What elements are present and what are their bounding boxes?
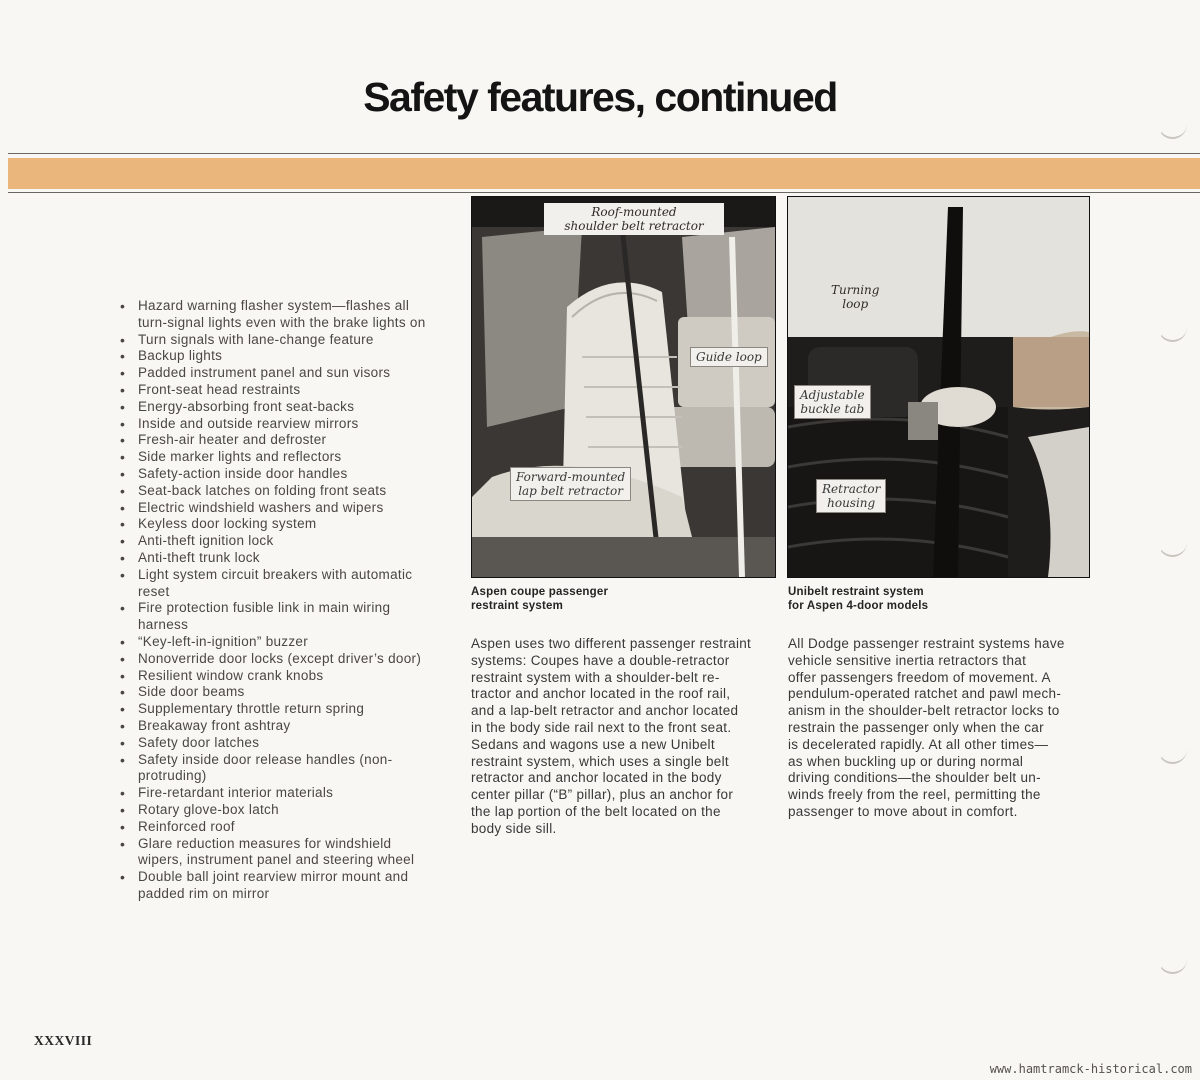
forward-retractor-callout: Forward-mounted lap belt retractor bbox=[510, 467, 631, 501]
list-item: • “Key-left-in-ignition” buzzer bbox=[118, 634, 428, 651]
list-item: • Backup lights bbox=[118, 348, 428, 365]
list-item: • Safety inside door release handles (non-protruding) bbox=[118, 752, 428, 786]
binder-hole-mark bbox=[1158, 115, 1187, 139]
binder-hole-mark bbox=[1158, 950, 1187, 974]
coupe-photo-caption: Aspen coupe passenger restraint system bbox=[471, 586, 609, 612]
restraint-description-right: All Dodge passenger restraint systems have vehicle sensitive inertia retractors that offer passengers freedom of movement. A pendulum-operated ratchet and pawl mech- anism in the shoulder-belt retractor locks to restrain the passenger only when the car is decelerated rapidly. At all other times— as when buckling up or during normal driving conditions—the shoulder belt un- winds freely from the reel, permitting the passenger to move about in comfort. bbox=[788, 636, 1065, 819]
coupe-seat-illustration bbox=[472, 197, 775, 577]
list-item: • Anti-theft trunk lock bbox=[118, 550, 428, 567]
roof-retractor-callout: Roof-mounted shoulder belt retractor bbox=[544, 203, 724, 235]
list-item: • Fire-retardant interior materials bbox=[118, 785, 428, 802]
coupe-restraint-photo bbox=[471, 196, 776, 578]
accent-band bbox=[8, 158, 1200, 189]
list-item: • Supplementary throttle return spring bbox=[118, 701, 428, 718]
guide-loop-callout: Guide loop bbox=[690, 347, 768, 367]
list-item: • Glare reduction measures for windshield wipers, instrument panel and steering wheel bbox=[118, 836, 428, 870]
list-item: • Side door beams bbox=[118, 684, 428, 701]
page-number: XXXVIII bbox=[34, 1033, 93, 1048]
list-item: • Double ball joint rearview mirror mount and padded rim on mirror bbox=[118, 869, 428, 903]
list-item: • Nonoverride door locks (except driver’s door) bbox=[118, 651, 428, 668]
list-item: • Fresh-air heater and defroster bbox=[118, 432, 428, 449]
safety-feature-list bbox=[118, 298, 428, 903]
list-item: • Rotary glove-box latch bbox=[118, 802, 428, 819]
list-item: • Light system circuit breakers with automatic reset bbox=[118, 567, 428, 601]
list-item: • Safety-action inside door handles bbox=[118, 466, 428, 483]
list-item: • Safety door latches bbox=[118, 735, 428, 752]
list-item: • Anti-theft ignition lock bbox=[118, 533, 428, 550]
binder-hole-mark bbox=[1158, 318, 1187, 342]
list-item: • Energy-absorbing front seat-backs bbox=[118, 399, 428, 416]
list-item: • Keyless door locking system bbox=[118, 516, 428, 533]
binder-hole-mark bbox=[1158, 533, 1187, 557]
retractor-housing-callout: Retractor housing bbox=[816, 479, 886, 513]
list-item: • Inside and outside rearview mirrors bbox=[118, 416, 428, 433]
page-title: Safety features, continued bbox=[363, 74, 837, 120]
buckle-tab-callout: Adjustable buckle tab bbox=[794, 385, 871, 419]
list-item: • Side marker lights and reflectors bbox=[118, 449, 428, 466]
turning-loop-callout: Turning loop bbox=[831, 283, 880, 311]
unibelt-photo-caption: Unibelt restraint system for Aspen 4-door models bbox=[788, 586, 929, 612]
list-item: • Front-seat head restraints bbox=[118, 382, 428, 399]
header-rule-bottom bbox=[8, 192, 1200, 193]
list-item: • Breakaway front ashtray bbox=[118, 718, 428, 735]
list-item: • Padded instrument panel and sun visors bbox=[118, 365, 428, 382]
list-item: • Fire protection fusible link in main wiring harness bbox=[118, 600, 428, 634]
list-item: • Reinforced roof bbox=[118, 819, 428, 836]
restraint-description-left: Aspen uses two different passenger restraint systems: Coupes have a double-retractor restraint system with a shoulder-belt re- tractor and anchor located in the roof rail, and a lap-belt retractor and anchor located in the body side rail next to the front seat. Sedans and wagons use a new Unibelt restraint system, which uses a single belt retractor and anchor located in the body center pillar (“B” pillar), plus an anchor for the lap portion of the belt located on the body side sill. bbox=[471, 636, 752, 836]
binder-hole-mark bbox=[1158, 740, 1187, 764]
unibelt-restraint-photo bbox=[787, 196, 1090, 578]
list-item: • Hazard warning flasher system—flashes all turn-signal lights even with the brake lights on bbox=[118, 298, 428, 332]
source-watermark: www.hamtramck-historical.com bbox=[989, 1062, 1192, 1076]
list-item: • Electric windshield washers and wipers bbox=[118, 500, 428, 517]
list-item: • Resilient window crank knobs bbox=[118, 668, 428, 685]
list-item: • Seat-back latches on folding front seats bbox=[118, 483, 428, 500]
header-rule-top bbox=[8, 153, 1200, 154]
list-item: • Turn signals with lane-change feature bbox=[118, 332, 428, 349]
